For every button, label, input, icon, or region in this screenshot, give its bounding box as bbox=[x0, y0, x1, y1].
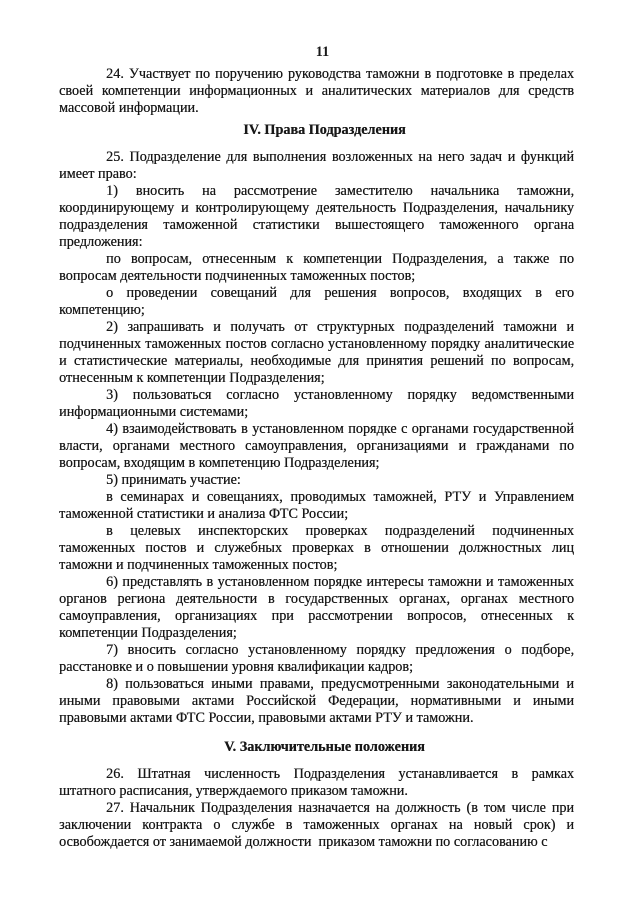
paragraph-26: 26. Штатная численность Подразделения устанавливается в рамках штатного расписания, утверждаемого приказом таможни. bbox=[59, 766, 574, 799]
section-heading-v: V. Заключительные положения bbox=[224, 739, 425, 755]
item-5-sub-inspections: в целевых инспекторских проверках подразделений подчиненных таможенных постов и служебных проверках в отношении должностных лиц таможни и подчиненных таможенных постов; bbox=[59, 523, 574, 573]
item-4: 4) взаимодействовать в установленном порядке с органами государственной власти, органами местного самоуправления, организациями и гражданами по вопросам, входящим в компетенцию Подразделения; bbox=[59, 421, 574, 471]
item-6: 6) представлять в установленном порядке интересы таможни и таможенных органов региона деятельности в государственных органах, органах местного самоуправления, организациях при рассмотрении вопросов, отнесенных к компетенции Подразделения; bbox=[59, 574, 574, 641]
item-5: 5) принимать участие: bbox=[106, 472, 241, 488]
item-7: 7) вносить согласно установленному порядку предложения о подборе, расстановке и о повышении уровня квалификации кадров; bbox=[59, 642, 574, 675]
section-heading-iv: IV. Права Подразделения bbox=[243, 122, 406, 138]
page-number: 11 bbox=[315, 44, 330, 60]
item-1-sub-questions: по вопросам, отнесенным к компетенции Подразделения, а также по вопросам деятельности подчиненных таможенных постов; bbox=[59, 251, 574, 284]
paragraph-24: 24. Участвует по поручению руководства таможни в подготовке в пределах своей компетенции информационных и аналитических материалов для средств массовой информации. bbox=[59, 66, 574, 116]
item-1: 1) вносить на рассмотрение заместителю начальника таможни, координирующему и контролирующему деятельность Подразделения, начальнику подразделения таможенной статистики вышестоящего таможенного органа предложения: bbox=[59, 183, 574, 250]
paragraph-27: 27. Начальник Подразделения назначается на должность (в том числе при заключении контракта о службе в таможенных органах на новый срок) и освобождается от занимаемой должности приказом таможни по согласованию с bbox=[59, 800, 574, 850]
item-1-sub-meetings: о проведении совещаний для решения вопросов, входящих в его компетенцию; bbox=[59, 285, 574, 318]
item-2: 2) запрашивать и получать от структурных подразделений таможни и подчиненных таможенных постов согласно установленному порядку аналитические и статистические материалы, необходимые для принятия решений по вопросам, отнесенным к компетенции Подразделения; bbox=[59, 319, 574, 386]
item-5-sub-seminars: в семинарах и совещаниях, проводимых таможней, РТУ и Управлением таможенной статистики и анализа ФТС России; bbox=[59, 489, 574, 522]
item-3: 3) пользоваться согласно установленному порядку ведомственными информационными системами; bbox=[59, 387, 574, 420]
paragraph-25: 25. Подразделение для выполнения возложенных на него задач и функций имеет право: bbox=[59, 149, 574, 182]
item-8: 8) пользоваться иными правами, предусмотренными законодательными и иными правовыми актами Российской Федерации, нормативными и иными правовыми актами ФТС России, правовыми актами РТУ и таможни. bbox=[59, 676, 574, 726]
